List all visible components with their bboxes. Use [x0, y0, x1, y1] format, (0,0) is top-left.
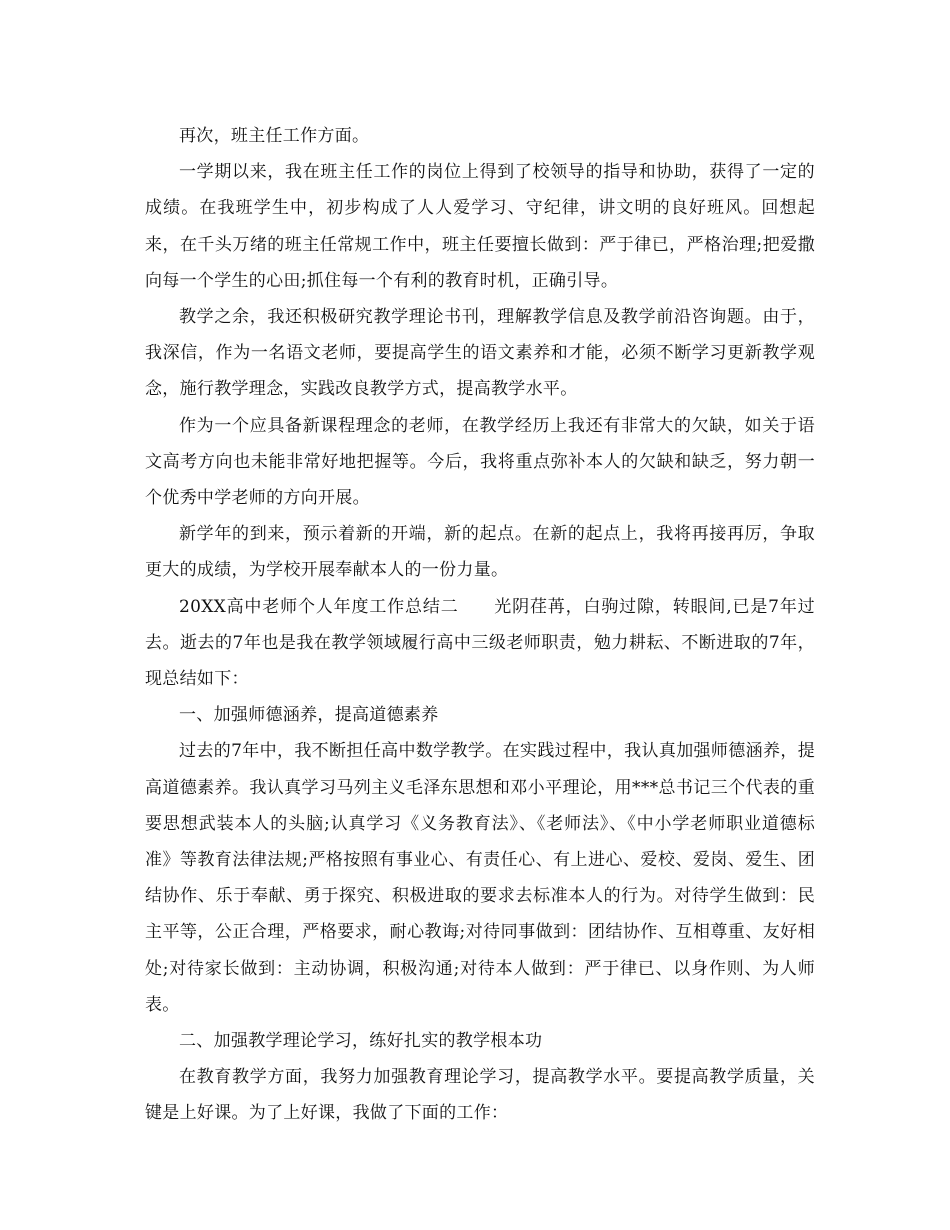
- paragraph-heading-ethics: 一、加强师德涵养，提高道德素养: [179, 705, 439, 726]
- paragraph-section-heading: 再次，班主任工作方面。: [179, 126, 370, 146]
- paragraph-teaching-research: 教学之余，我还积极研究教学理论书刊，理解教学信息及教学前沿咨询题。由于，我深信，作为一名语文老师，要提高学生的语文素养和才能，必须不断学习更新教学观念，施行教学理念，实践改良教学方式，提高教学水平。: [145, 307, 815, 400]
- paragraph-teaching-theory-detail: 在教育教学方面，我努力加强教育理论学习，提高教学水平。要提高教学质量，关键是上好课。为了上好课，我做了下面的工作：: [145, 1067, 815, 1124]
- document-body: [145, 118, 815, 1132]
- paragraph-summary-two-intro: 20XX高中老师个人年度工作总结二 光阴荏苒，白驹过隙，转眼间,已是7年过去。逝去的7年也是我在教学领域履行高中三级老师职责，勉力耕耘、不断进取的7年，现总结如下：: [145, 596, 815, 690]
- paragraph-heading-teaching-theory: 二、加强教学理论学习，练好扎实的教学根本功: [179, 1031, 543, 1052]
- paragraph-new-year: 新学年的到来，预示着新的开端，新的起点。在新的起点上，我将再接再厉，争取更大的成绩，为学校开展奉献本人的一份力量。: [145, 524, 815, 581]
- paragraph-class-teacher-work: 一学期以来，我在班主任工作的岗位上得到了校领导的指导和协助，获得了一定的成绩。在我班学生中，初步构成了人人爱学习、守纪律，讲文明的良好班风。回想起来，在千头万绪的班主任常规工作中，班主任要擅长做到：严于律已，严格治理;把爱撒向每一个学生的心田;抓住每一个有利的教育时机，正确引导。: [145, 162, 815, 291]
- paragraph-shortcomings: 作为一个应具备新课程理念的老师，在教学经历上我还有非常大的欠缺，如关于语文高考方向也未能非常好地把握等。今后，我将重点弥补本人的欠缺和缺乏，努力朝一个优秀中学老师的方向开展。: [145, 415, 815, 509]
- paragraph-ethics-detail: 过去的7年中，我不断担任高中数学教学。在实践过程中，我认真加强师德涵养，提高道德素养。我认真学习马列主义毛泽东思想和邓小平理论，用***总书记三个代表的重要思想武装本人的头脑;认真学习《义务教育法》、《老师法》、《中小学老师职业道德标准》等教育法律法规;严格按照有事业心、有责任心、有上进心、爱校、爱岗、爱生、团结协作、乐于奉献、勇于探究、积极进取的要求去标准本人的行为。对待学生做到：民主平等，公正合理，严格要求，耐心教诲;对待同事做到：团结协作、互相尊重、友好相处;对待家长做到：主动协调，积极沟通;对待本人做到：严于律已、以身作则、为人师表。: [145, 741, 815, 1015]
